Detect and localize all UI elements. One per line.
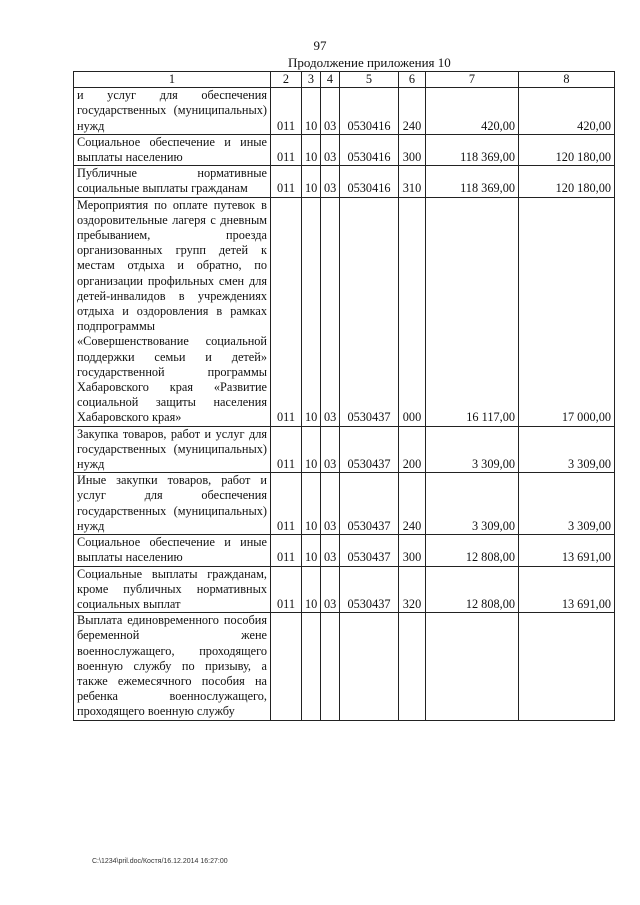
table-header-row bbox=[74, 72, 615, 88]
cell-amount-8: 3 309,00 bbox=[519, 473, 615, 535]
cell-code-2: 011 bbox=[271, 166, 302, 197]
row-name: Закупка товаров, работ и услуг для государственных (муниципальных) нужд bbox=[74, 426, 271, 473]
cell-code-4: 03 bbox=[321, 426, 340, 473]
cell-amount-7 bbox=[426, 613, 519, 720]
cell-code-2: 011 bbox=[271, 473, 302, 535]
row-name: Мероприятия по оплате путевок в оздоровительные лагеря с дневным пребыванием, проезда организованных групп детей к местам отдыха и обратно, по организации профильных смен для детей-инвалидов в учреждениях отдыха и оздоровления в рамках подпрограммы «Совершенствование социальной поддержки семьи и детей» государственной программы Хабаровского края «Развитие социальной защиты населения Хабаровского края» bbox=[74, 197, 271, 426]
cell-amount-8: 17 000,00 bbox=[519, 197, 615, 426]
cell-amount-8: 120 180,00 bbox=[519, 166, 615, 197]
cell-code-3 bbox=[302, 613, 321, 720]
table-row bbox=[74, 88, 615, 135]
cell-code-6: 200 bbox=[399, 426, 426, 473]
file-path-footer: C:\1234\pril.doc/Костя/16.12.2014 16:27:00 bbox=[92, 858, 228, 865]
cell-code-4: 03 bbox=[321, 197, 340, 426]
cell-code-3: 10 bbox=[302, 566, 321, 613]
column-header: 4 bbox=[321, 72, 340, 88]
cell-amount-7: 420,00 bbox=[426, 88, 519, 135]
table-row bbox=[74, 566, 615, 613]
table-row bbox=[74, 426, 615, 473]
cell-code-2 bbox=[271, 613, 302, 720]
row-name: Выплата единовременного пособия беременной жене военнослужащего, проходящего военную службу по призыву, а также ежемесячного пособия на ребенка военнослужащего, проходящего военную службу bbox=[74, 613, 271, 720]
cell-code-6: 320 bbox=[399, 566, 426, 613]
cell-amount-7: 16 117,00 bbox=[426, 197, 519, 426]
cell-code-6: 240 bbox=[399, 88, 426, 135]
cell-code-2: 011 bbox=[271, 426, 302, 473]
cell-code-3: 10 bbox=[302, 88, 321, 135]
cell-amount-7: 3 309,00 bbox=[426, 426, 519, 473]
cell-amount-7: 118 369,00 bbox=[426, 134, 519, 165]
table-row bbox=[74, 197, 615, 426]
row-name: Социальное обеспечение и иные выплаты населению bbox=[74, 535, 271, 566]
table-row bbox=[74, 473, 615, 535]
cell-code-5: 0530416 bbox=[340, 166, 399, 197]
row-name: и услуг для обеспечения государственных (муниципальных) нужд bbox=[74, 88, 271, 135]
cell-code-4: 03 bbox=[321, 566, 340, 613]
cell-code-2: 011 bbox=[271, 197, 302, 426]
budget-table bbox=[73, 71, 615, 721]
column-header: 5 bbox=[340, 72, 399, 88]
row-name: Социальное обеспечение и иные выплаты населению bbox=[74, 134, 271, 165]
page-number: 97 bbox=[313, 38, 327, 53]
cell-code-5: 0530416 bbox=[340, 134, 399, 165]
table-row bbox=[74, 134, 615, 165]
column-header: 3 bbox=[302, 72, 321, 88]
cell-code-4: 03 bbox=[321, 166, 340, 197]
row-name: Иные закупки товаров, работ и услуг для обеспечения государственных (муниципальных) нужд bbox=[74, 473, 271, 535]
cell-code-5: 0530437 bbox=[340, 566, 399, 613]
cell-code-3: 10 bbox=[302, 426, 321, 473]
cell-code-3: 10 bbox=[302, 535, 321, 566]
column-header: 6 bbox=[399, 72, 426, 88]
row-name: Публичные нормативные социальные выплаты гражданам bbox=[74, 166, 271, 197]
cell-code-5: 0530437 bbox=[340, 535, 399, 566]
cell-code-5: 0530416 bbox=[340, 88, 399, 135]
cell-amount-8 bbox=[519, 613, 615, 720]
cell-amount-8: 120 180,00 bbox=[519, 134, 615, 165]
column-header: 7 bbox=[426, 72, 519, 88]
cell-code-6: 310 bbox=[399, 166, 426, 197]
cell-code-2: 011 bbox=[271, 566, 302, 613]
cell-code-3: 10 bbox=[302, 166, 321, 197]
cell-amount-8: 420,00 bbox=[519, 88, 615, 135]
cell-amount-8: 3 309,00 bbox=[519, 426, 615, 473]
cell-amount-7: 12 808,00 bbox=[426, 535, 519, 566]
cell-code-5: 0530437 bbox=[340, 197, 399, 426]
table-row bbox=[74, 613, 615, 720]
cell-code-2: 011 bbox=[271, 134, 302, 165]
cell-code-6 bbox=[399, 613, 426, 720]
cell-code-4: 03 bbox=[321, 134, 340, 165]
cell-code-2: 011 bbox=[271, 535, 302, 566]
column-header: 8 bbox=[519, 72, 615, 88]
cell-code-6: 300 bbox=[399, 535, 426, 566]
cell-code-4: 03 bbox=[321, 473, 340, 535]
cell-code-6: 000 bbox=[399, 197, 426, 426]
column-header: 2 bbox=[271, 72, 302, 88]
cell-code-5 bbox=[340, 613, 399, 720]
cell-amount-7: 12 808,00 bbox=[426, 566, 519, 613]
appendix-caption: Продолжение приложения 10 bbox=[288, 55, 451, 70]
cell-amount-8: 13 691,00 bbox=[519, 535, 615, 566]
cell-code-5: 0530437 bbox=[340, 473, 399, 535]
table-row bbox=[74, 166, 615, 197]
cell-code-3: 10 bbox=[302, 197, 321, 426]
cell-amount-7: 3 309,00 bbox=[426, 473, 519, 535]
table-row bbox=[74, 535, 615, 566]
cell-code-3: 10 bbox=[302, 473, 321, 535]
cell-code-6: 300 bbox=[399, 134, 426, 165]
column-header: 1 bbox=[74, 72, 271, 88]
cell-code-4 bbox=[321, 613, 340, 720]
cell-amount-7: 118 369,00 bbox=[426, 166, 519, 197]
row-name: Социальные выплаты гражданам, кроме публичных нормативных социальных выплат bbox=[74, 566, 271, 613]
cell-code-4: 03 bbox=[321, 535, 340, 566]
cell-code-5: 0530437 bbox=[340, 426, 399, 473]
cell-code-6: 240 bbox=[399, 473, 426, 535]
cell-amount-8: 13 691,00 bbox=[519, 566, 615, 613]
cell-code-3: 10 bbox=[302, 134, 321, 165]
cell-code-2: 011 bbox=[271, 88, 302, 135]
cell-code-4: 03 bbox=[321, 88, 340, 135]
